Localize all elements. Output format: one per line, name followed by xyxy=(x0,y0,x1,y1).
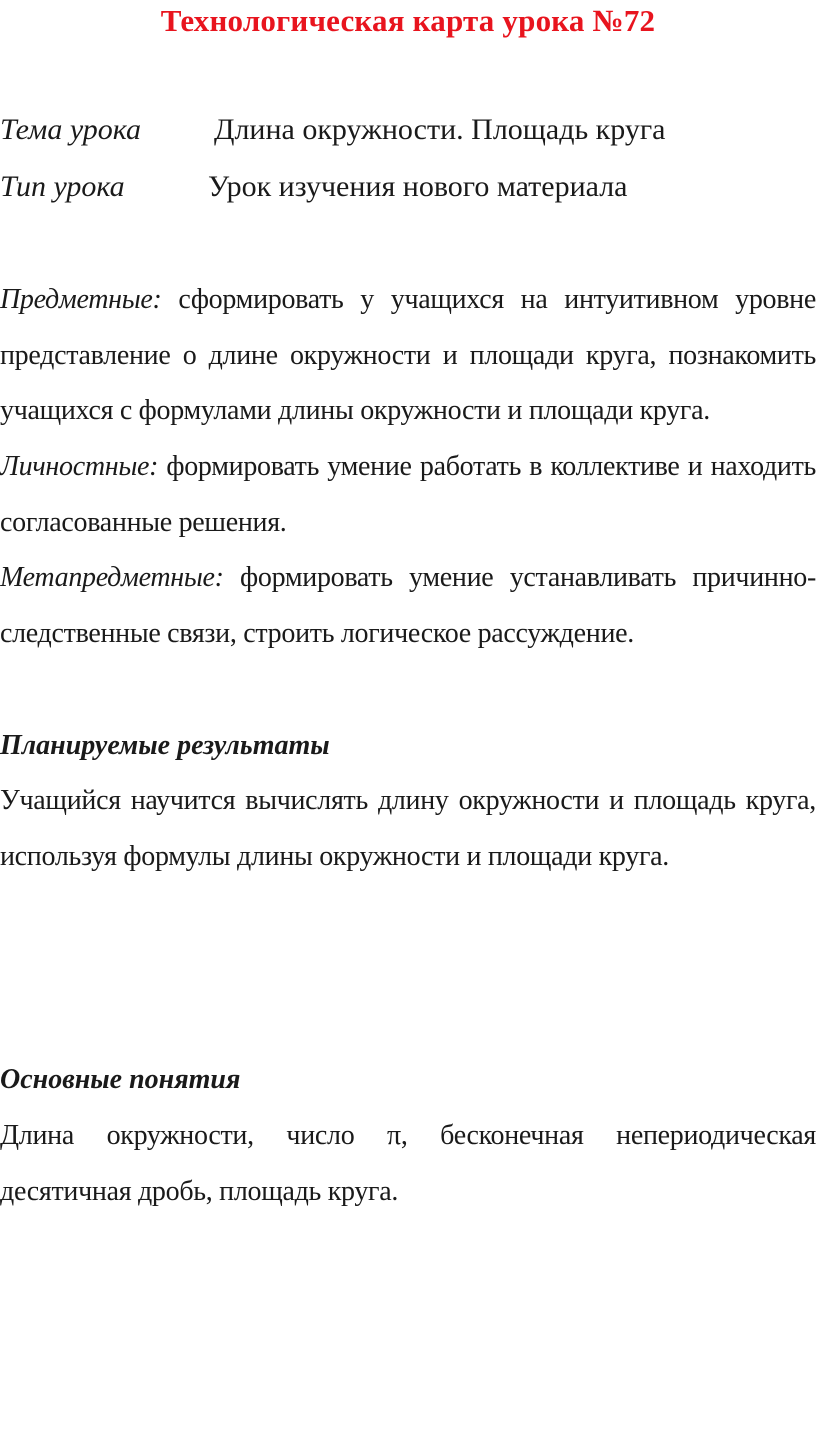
key-concepts-heading: Основные понятия xyxy=(0,1064,241,1095)
topic-label: Тема урока xyxy=(0,113,142,146)
goal-personal xyxy=(0,439,816,550)
lesson-type-row xyxy=(0,168,628,206)
goal-personal-label: Личностные: xyxy=(0,451,159,482)
planned-results-text: Учащийся научится вычислять длину окружности и площадь круга, используя формулы длины окружности и площади круга. xyxy=(0,785,816,872)
key-concepts-text: Длина окружности, число π, бесконечная непериодическая десятичная дробь, площадь круга. xyxy=(0,1120,816,1207)
goal-meta xyxy=(0,550,816,661)
topic-value: Длина окружности. Площадь круга xyxy=(214,113,666,146)
goal-personal-text: формировать умение работать в коллективе и находить согласованные решения. xyxy=(0,451,816,538)
lesson-type-label: Тип урока xyxy=(0,170,125,203)
goal-subject-label: Предметные: xyxy=(0,284,162,315)
topic-row xyxy=(0,111,666,149)
goal-meta-label: Метапредметные: xyxy=(0,562,224,593)
lesson-type-value: Урок изучения нового материала xyxy=(208,170,628,203)
planned-results-heading: Планируемые результаты xyxy=(0,730,330,761)
goal-subject-text: сформировать у учащихся на интуитивном уровне представление о длине окружности и площади круга, познакомить учащихся с формулами длины окружности и площади круга. xyxy=(0,284,816,426)
page-title: Технологическая карта урока №72 xyxy=(160,3,656,38)
goal-subject xyxy=(0,272,816,439)
goal-meta-text: формировать умение устанавливать причинно-следственные связи, строить логическое рассуждение. xyxy=(0,562,816,649)
